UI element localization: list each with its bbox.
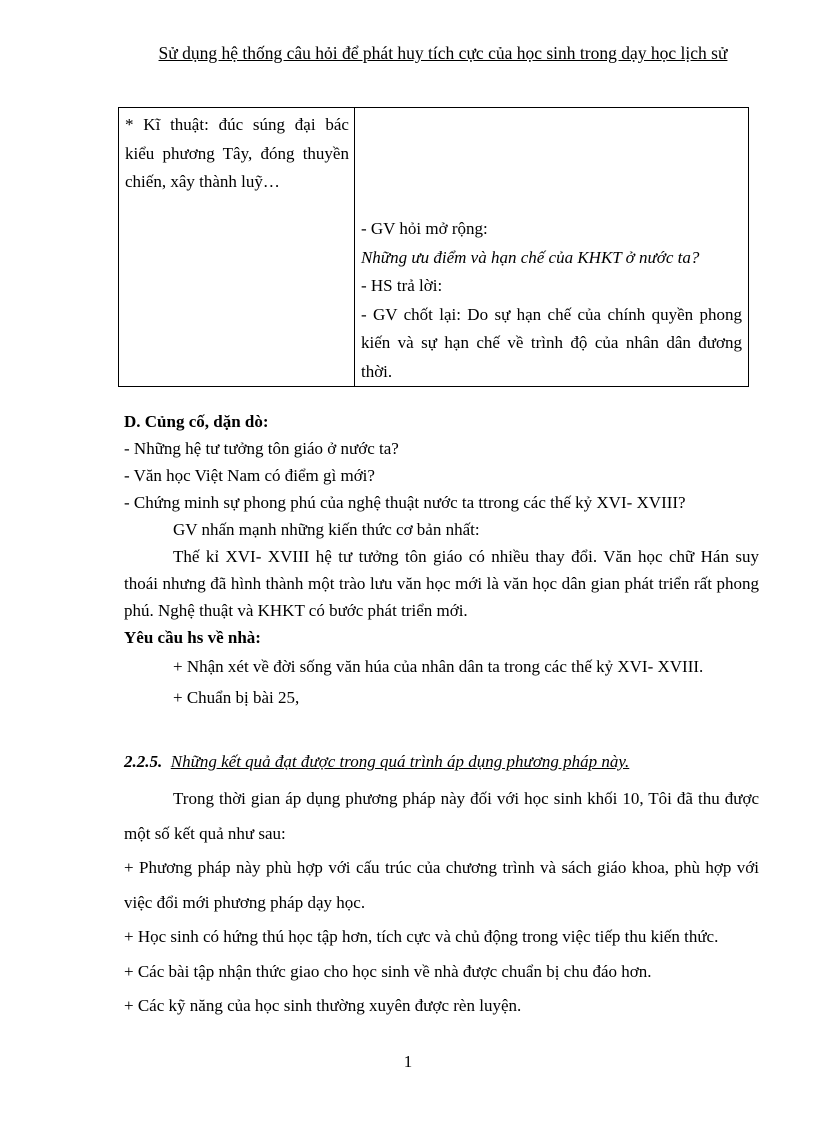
homework-item-1: + Nhận xét về đời sống văn húa của nhân dân ta trong các thế kỷ XVI- XVIII. [173,657,704,676]
result-item-2: + Học sinh có hứng thú học tập hơn, tích cực và chủ động trong việc tiếp thu kiến thức. [124,927,719,946]
results-block [124,782,759,1024]
homework-item-2: + Chuẩn bị bài 25, [173,688,300,707]
teacher-activity [355,108,748,386]
table-cell-right [354,108,748,387]
extended-question: Những ưu điểm và hạn chế của KHKT ở nước ta? [360,247,700,267]
result-item-1: + Phương pháp này phù hợp với cấu trúc của chương trình và sách giáo khoa, phù hợp với việc đổi mới phương pháp dạy học. [124,858,759,912]
review-question-2: - Văn học Việt Nam có điểm gì mới? [124,466,375,485]
review-heading: D. Củng cố, dặn dò: [124,412,269,431]
gv-conclusion: - GV chốt lại: Do sự hạn chế của chính quyền phong kiến và sự hạn chế về trình độ của nhân dân đương thời. [360,304,742,381]
section-number: 2.2.5. [124,752,163,771]
section-heading [124,748,759,775]
review-question-3: - Chứng minh sự phong phú của nghệ thuật nước ta ttrong các thế kỷ XVI- XVIII? [124,493,686,512]
table-cell-left [119,108,355,387]
main-content [124,408,759,1024]
homework-heading: Yêu cầu hs về nhà: [124,628,261,647]
section-title: Những kết quả đạt được trong quá trình áp dụng phương pháp này. [170,752,630,771]
lesson-table [118,107,749,387]
gv-question-line: - GV hỏi mở rộng: [360,219,488,238]
result-item-4: + Các kỹ năng của học sinh thường xuyên được rèn luyện. [124,996,522,1015]
summary-paragraph: Thế kỉ XVI- XVIII hệ tư tưởng tôn giáo có nhiều thay đổi. Văn học chữ Hán suy thoái nhưng đã hình thành một trào lưu văn học mới là văn học dân gian phát triển rất phong phú. Nghệ thuật và KHKT có bước phát triển mới. [124,547,759,620]
technique-text: * Kĩ thuật: đúc súng đại bác kiểu phương Tây, đóng thuyền chiến, xây thành luỹ… [125,115,349,191]
page-number: 1 [403,1052,413,1071]
result-item-3: + Các bài tập nhận thức giao cho học sinh về nhà được chuẩn bị chu đáo hơn. [124,961,652,981]
teacher-emphasis: GV nhấn mạnh những kiến thức cơ bản nhất: [173,520,480,539]
table-row [119,108,749,387]
page-header: Sử dụng hệ thống câu hỏi để phát huy tích cực của học sinh trong dạy học lịch sử [158,43,728,63]
results-intro: Trong thời gian áp dụng phương pháp này đối với học sinh khối 10, Tôi đã thu được một số kết quả như sau: [124,789,759,843]
review-question-1: - Những hệ tư tưởng tôn giáo ở nước ta? [124,439,399,458]
hs-answer-line: - HS trả lời: [360,276,443,295]
